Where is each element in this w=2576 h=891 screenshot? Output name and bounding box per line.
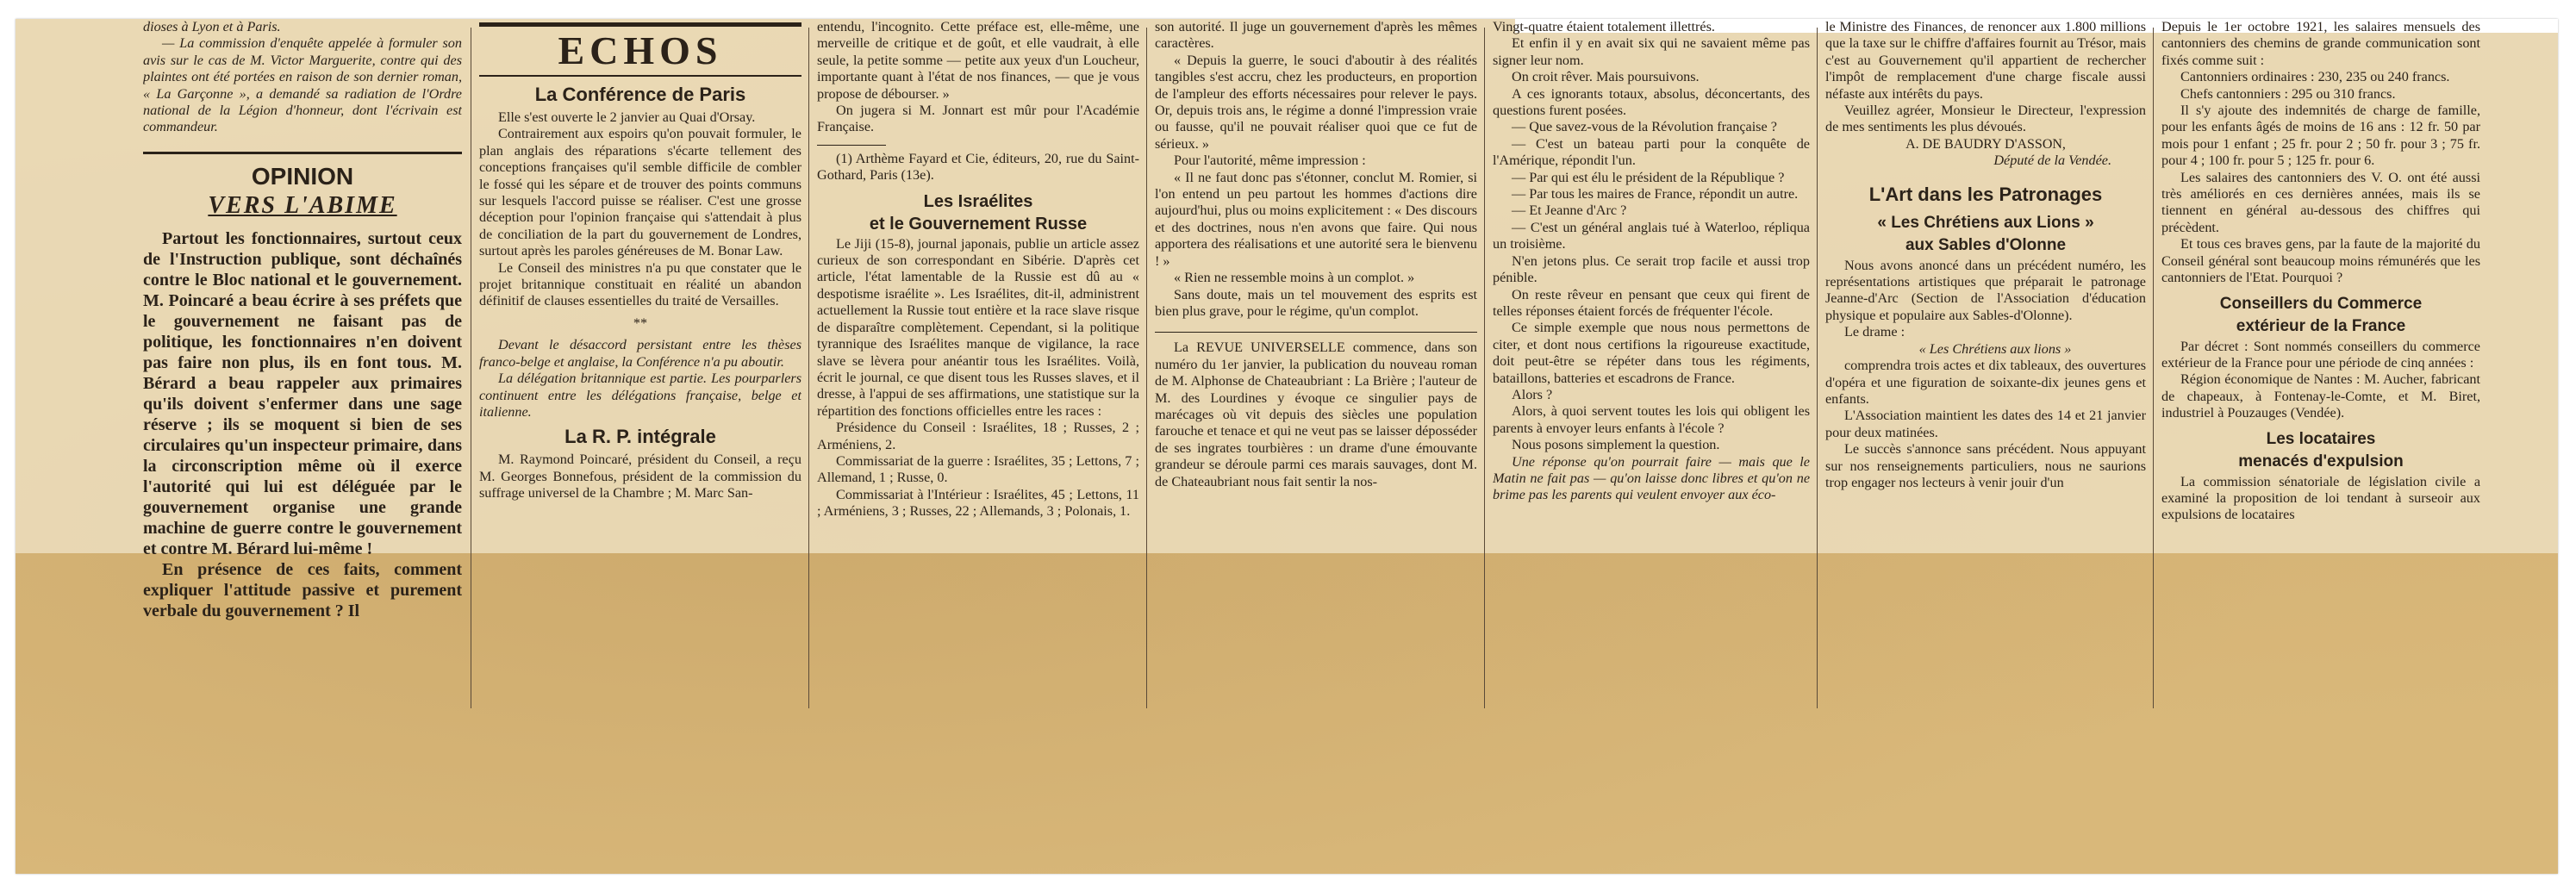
article-para: « Depuis la guerre, le souci d'aboutir à des réalités tangibles s'est accru, chez les producteurs, en proportion de l'ampleur des efforts nécessaires pour relever le pays. Or, depuis trois ans, le régime a donné l'impression vraie ou fausse, qu'il ne pouvait réaliser quoi que ce fut de sérieux. »	[1155, 52, 1477, 152]
article-para: Alors ?	[1512, 386, 1553, 402]
article-para: son autorité. Il juge un gouvernement d'après les mêmes caractères.	[1155, 19, 1477, 52]
article-para: M. Raymond Poincaré, président du Conseil, a reçu M. Georges Bonnefous, président de la commission du suffrage universel de la Chambre ; M. Marc San-	[479, 452, 801, 502]
signature: A. DE BAUDRY D'ASSON,	[1905, 136, 2066, 152]
signature-title: Député de la Vendée.	[1993, 153, 2111, 169]
article-para: Depuis le 1er octobre 1921, les salaires mensuels des cantonniers des chemins de grande communication sont fixés comme suit :	[2161, 19, 2480, 68]
article-para: « Rien ne ressemble moins à un complot. »	[1174, 270, 1415, 286]
article-para: — Que savez-vous de la Révolution française ?	[1512, 119, 1777, 135]
article-para: « Les Chrétiens aux lions »	[1918, 340, 2072, 357]
article-para: Ce simple exemple que nous nous permettons de citer, et dont nous certifions la rigoureuse exactitude, doit peut-être se répéter dans tous les régiments, bataillons, batteries et escadrons de France.	[1493, 320, 1810, 386]
article-para: La délégation britannique est partie. Les pourparlers continuent entre les délégations française, belge et italienne.	[479, 371, 801, 420]
opinion-title: OPINION	[251, 162, 354, 190]
section-title: Les Israélites	[923, 191, 1033, 211]
footnote: (1) Arthème Fayard et Cie, éditeurs, 20, rue du Saint-Gothard, Paris (13e).	[817, 150, 1139, 184]
article-para: Nous avons anoncé dans un précédent numéro, les représentations artistiques que préparait le patronage Jeanne-d'Arc (Section de l'Association d'éducation physique et populaire aux Sables-d'Olonne).	[1825, 257, 2146, 323]
section-title: Les locataires	[2266, 429, 2376, 448]
article-para: La commission sénatoriale de législation civile a examiné la proposition de loi tendant à surseoir aux expulsions de locataires	[2161, 473, 2480, 523]
article-para: On croit rêver. Mais poursuivons.	[1512, 69, 1700, 85]
column-6	[1825, 19, 2146, 708]
article-para: Vingt-quatre étaient totalement illettrés.	[1493, 19, 1715, 34]
article-para: Et enfin il y en avait six qui ne savaient même pas signer leur nom.	[1493, 35, 1810, 68]
opinion-para: En présence de ces faits, comment expliquer l'attitude passive et purement verbale du gouvernement ? Il	[143, 559, 462, 620]
article-para: Et tous ces braves gens, par la faute de la majorité du Conseil général sont beaucoup moins rémunérés que les cantonniers de l'Etat. Pourquoi ?	[2161, 236, 2480, 286]
article-para: Commissariat à l'Intérieur : Israélites, 45 ; Lettons, 11 ; Arméniens, 3 ; Russes, 22 ; Allemands, 3 ; Polonais, 1.	[817, 486, 1139, 520]
section-title: Conseillers du Commerce	[2219, 294, 2423, 313]
article-para: Commissariat de la guerre : Israélites, 35 ; Lettons, 7 ; Allemand, 1 ; Russe, 0.	[817, 452, 1139, 486]
section-title: L'Art dans les Patronages	[1868, 183, 2103, 205]
article-para: — C'est un bateau parti pour la conquête de l'Amérique, répondit l'un.	[1493, 135, 1810, 169]
column-rule	[1146, 28, 1147, 708]
article-para: Pour l'autorité, même impression :	[1174, 153, 1366, 169]
article-para: On reste rêveur en pensant que ceux qui firent de telles réponses étaient forcés de fréquenter l'école.	[1493, 286, 1810, 319]
article-para: Alors, à quoi servent toutes les lois qui obligent les parents à envoyer leurs enfants à l'école ?	[1493, 403, 1810, 436]
section-title: La Conférence de Paris	[534, 84, 746, 105]
article-para: Il s'y ajoute des indemnités de charge de famille, pour les enfants âgés de moins de 16 ans : 12 fr. 50 par mois pour 1 enfant ; 25 fr. pour 2 ; 50 fr. pour 3 ; 75 fr. pour 4 ; 100 fr. pour 5 ; 125 fr. pour 6.	[2161, 103, 2480, 169]
section-subtitle: « Les Chrétiens aux Lions »	[1877, 213, 2094, 232]
article-para: Les salaires des cantonniers des V. O. ont été aussi très améliorés en ces dernières années, mais ils se tiennent en général au-dessous des chiffres qui précèdent.	[2161, 169, 2480, 235]
article-para: le Ministre des Finances, de renoncer aux 1.800 millions que la taxe sur le chiffre d'affaires fournit au Trésor, mais c'est au Gouvernement qu'il appartient de rechercher l'impôt de remplacement d'une charge fiscale aussi néfaste aux intérêts du pays.	[1825, 19, 2146, 102]
article-para: Présidence du Conseil : Israélites, 18 ; Russes, 2 ; Arméniens, 2.	[817, 420, 1139, 452]
section-title: La R. P. intégrale	[564, 426, 716, 448]
section-subtitle: aux Sables d'Olonne	[1905, 235, 2067, 254]
article-para: — C'est un général anglais tué à Waterloo, répliqua un troisième.	[1493, 219, 1810, 252]
article-para: La REVUE UNIVERSELLE commence, dans son numéro du 1er janvier, la publication du nouveau roman de M. Alphonse de Chateaubriant : La Brière ; l'auteur de M. des Lourdines y évoque ce singulier pays de marécages où vit depuis des siècles une population farouche et tenace et qui ne veut pas se laisser déposséder de ses ingrates tourbières : un drame d'une émouvante grandeur se déroule parmi ces marais sauvages, dont M. de Chateaubriant nous fait sentir la nos-	[1155, 340, 1477, 489]
col1-top-para: dioses à Lyon et à Paris.	[143, 19, 281, 34]
column-3	[817, 19, 1139, 708]
column-rule	[1817, 28, 1818, 708]
article-para: Le Conseil des ministres n'a pu que constater que le projet britannique constituait en réalité un abandon définitif de clauses essentielles du traité de Versailles.	[479, 259, 801, 309]
column-4	[1155, 19, 1477, 708]
article-para: — Et Jeanne d'Arc ?	[1512, 202, 1627, 219]
article-para: comprendra trois actes et dix tableaux, des ouvertures d'opéra et une figuration de soixante-dix jeunes gens et enfants.	[1825, 358, 2146, 407]
article-para: — Par qui est élu le président de la République ?	[1512, 169, 1785, 185]
article-para: Contrairement aux espoirs qu'on pouvait formuler, le plan anglais des réparations s'écarte tellement des conceptions françaises qu'il semble difficile de combler le fossé qui les sépare et de trouver des points communs sur lesquels l'accord puisse se réaliser. C'est une grosse déception pour l'opinion française qui s'attendait à plus de conciliation de la part du gouvernement de Londres, surtout après les paroles généreuses de M. Bonar Law.	[479, 126, 801, 259]
section-title: menacés d'expulsion	[2238, 452, 2404, 470]
article-para: Le drame :	[1844, 324, 1905, 340]
article-para: Cantonniers ordinaires : 230, 235 ou 240 francs.	[2180, 69, 2450, 85]
echos-title: ECHOS	[479, 22, 801, 77]
article-para: Le succès s'annonce sans précédent. Nous appuyant sur nos renseignements particuliers, nous ne saurions trop engager nos lecteurs à venir jouir d'un	[1825, 441, 2146, 490]
section-title: extérieur de la France	[2236, 316, 2406, 335]
article-para: Elle s'est ouverte le 2 janvier au Quai d'Orsay.	[498, 109, 756, 125]
column-1	[143, 19, 462, 708]
column-2	[479, 19, 801, 708]
column-7	[2161, 19, 2480, 708]
column-rule	[1484, 28, 1485, 708]
article-para: Veuillez agréer, Monsieur le Directeur, l'expression de mes sentiments les plus dévoués.	[1825, 103, 2146, 135]
article-para: A ces ignorants totaux, absolus, déconcertants, des questions furent posées.	[1493, 85, 1810, 119]
article-para: entendu, l'incognito. Cette préface est, elle-même, une merveille de critique et de goût, et elle vaudrait, à elle seule, la petite somme — petite aux yeux d'un Loucheur, importante quant à l'état de nos finances, — que je vous propose de débourser. »	[817, 19, 1139, 102]
article-para: « Il ne faut donc pas s'étonner, conclut M. Romier, si l'on entend un peu partout les hommes d'actions dire aujourd'hui, plus ou moins explicitement : « Des discours et des doctrines, nous n'en avons que faire. Qui nous apportera des réalisations et une autorité sera le bienvenu ! »	[1155, 169, 1477, 269]
article-para: Chefs cantonniers : 295 ou 310 francs.	[2180, 85, 2396, 102]
column-rule	[808, 28, 809, 708]
article-para: Devant le désaccord persistant entre les thèses franco-belge et anglaise, la Conférence n'a pu aboutir.	[479, 337, 801, 370]
opinion-subtitle: VERS L'ABIME	[208, 191, 397, 219]
column-rule	[2153, 28, 2154, 708]
column-5	[1493, 19, 1810, 708]
article-para: N'en jetons plus. Ce serait trop facile et aussi trop pénible.	[1493, 252, 1810, 286]
article-para: Le Jiji (15-8), journal japonais, publie un article assez curieux de son correspondant en Sibérie. D'après cet article, l'état lamentable de la Russie est dû au « despotisme israélite ». Les Israélites, dit-il, administrent actuellement la Russie tout entière et la race slave risque de disparaître complètement. Cependant, si la politique tyrannique des Israélites manque de vigilance, la race slave se lèvera pour anéantir tous les Israélites. Voilà, écrit le journal, ce que disent tous les Russes slaves, et il dresse, à l'appui de ses affirmations, une statistique sur la répartition des fonctions officielles entre les races :	[817, 235, 1139, 419]
section-title: et le Gouvernement Russe	[869, 214, 1088, 234]
article-para: Par décret : Sont nommés conseillers du commerce extérieur de la France pour une période de cinq années :	[2161, 338, 2480, 371]
article-para: Nous posons simplement la question.	[1512, 437, 1720, 453]
article-para: L'Association maintient les dates des 14 et 21 janvier pour deux matinées.	[1825, 408, 2146, 440]
opinion-para: Partout les fonctionnaires, surtout ceux de l'Instruction publique, sont déchaînés contre le Bloc national et le gouvernement. M. Poincaré a beau écrire à ses préfets que le gouvernement ne faisant pas de politique, les fonctionnaires n'en doivent pas faire non plus, ils en font tous. M. Bérard a beau rappeler aux primaires qu'ils doivent s'enfermer dans une sage réserve ; ils se moquent si bien de ses circulaires qu'un inspecteur primaire, dans la circonscription même où il exerce l'autorité qui lui est déléguée par le gouvernement organise une grande machine de guerre contre le gouvernement et contre M. Bérard lui-même !	[143, 228, 462, 558]
article-para: On jugera si M. Jonnart est mûr pour l'Académie Française.	[817, 103, 1139, 135]
newspaper-sheet	[16, 19, 2558, 874]
separator-stars: **	[633, 315, 648, 331]
col1-top-para: — La commission d'enquête appelée à formuler son avis sur le cas de M. Victor Marguerite, contre qui des plaintes ont été portées en raison de son dernier roman, « La Garçonne », a demandé sa radiation de l'Ordre national de la Légion d'honneur, dont l'écrivain est commandeur.	[143, 35, 462, 135]
article-para: Une réponse qu'on pourrait faire — mais que le Matin ne fait pas — qu'on laisse donc libres et qu'on ne brime pas les parents qui veulent envoyer aux éco-	[1493, 453, 1810, 503]
article-para: Sans doute, mais un tel mouvement des esprits est bien plus grave, pour le régime, qu'un complot.	[1155, 286, 1477, 319]
article-para: — Par tous les maires de France, répondit un autre.	[1512, 186, 1799, 202]
article-para: Région économique de Nantes : M. Aucher, fabricant de chapeaux, à Fontenay-le-Comte, et M. Biret, industriel à Pouzauges (Vendée).	[2161, 371, 2480, 421]
